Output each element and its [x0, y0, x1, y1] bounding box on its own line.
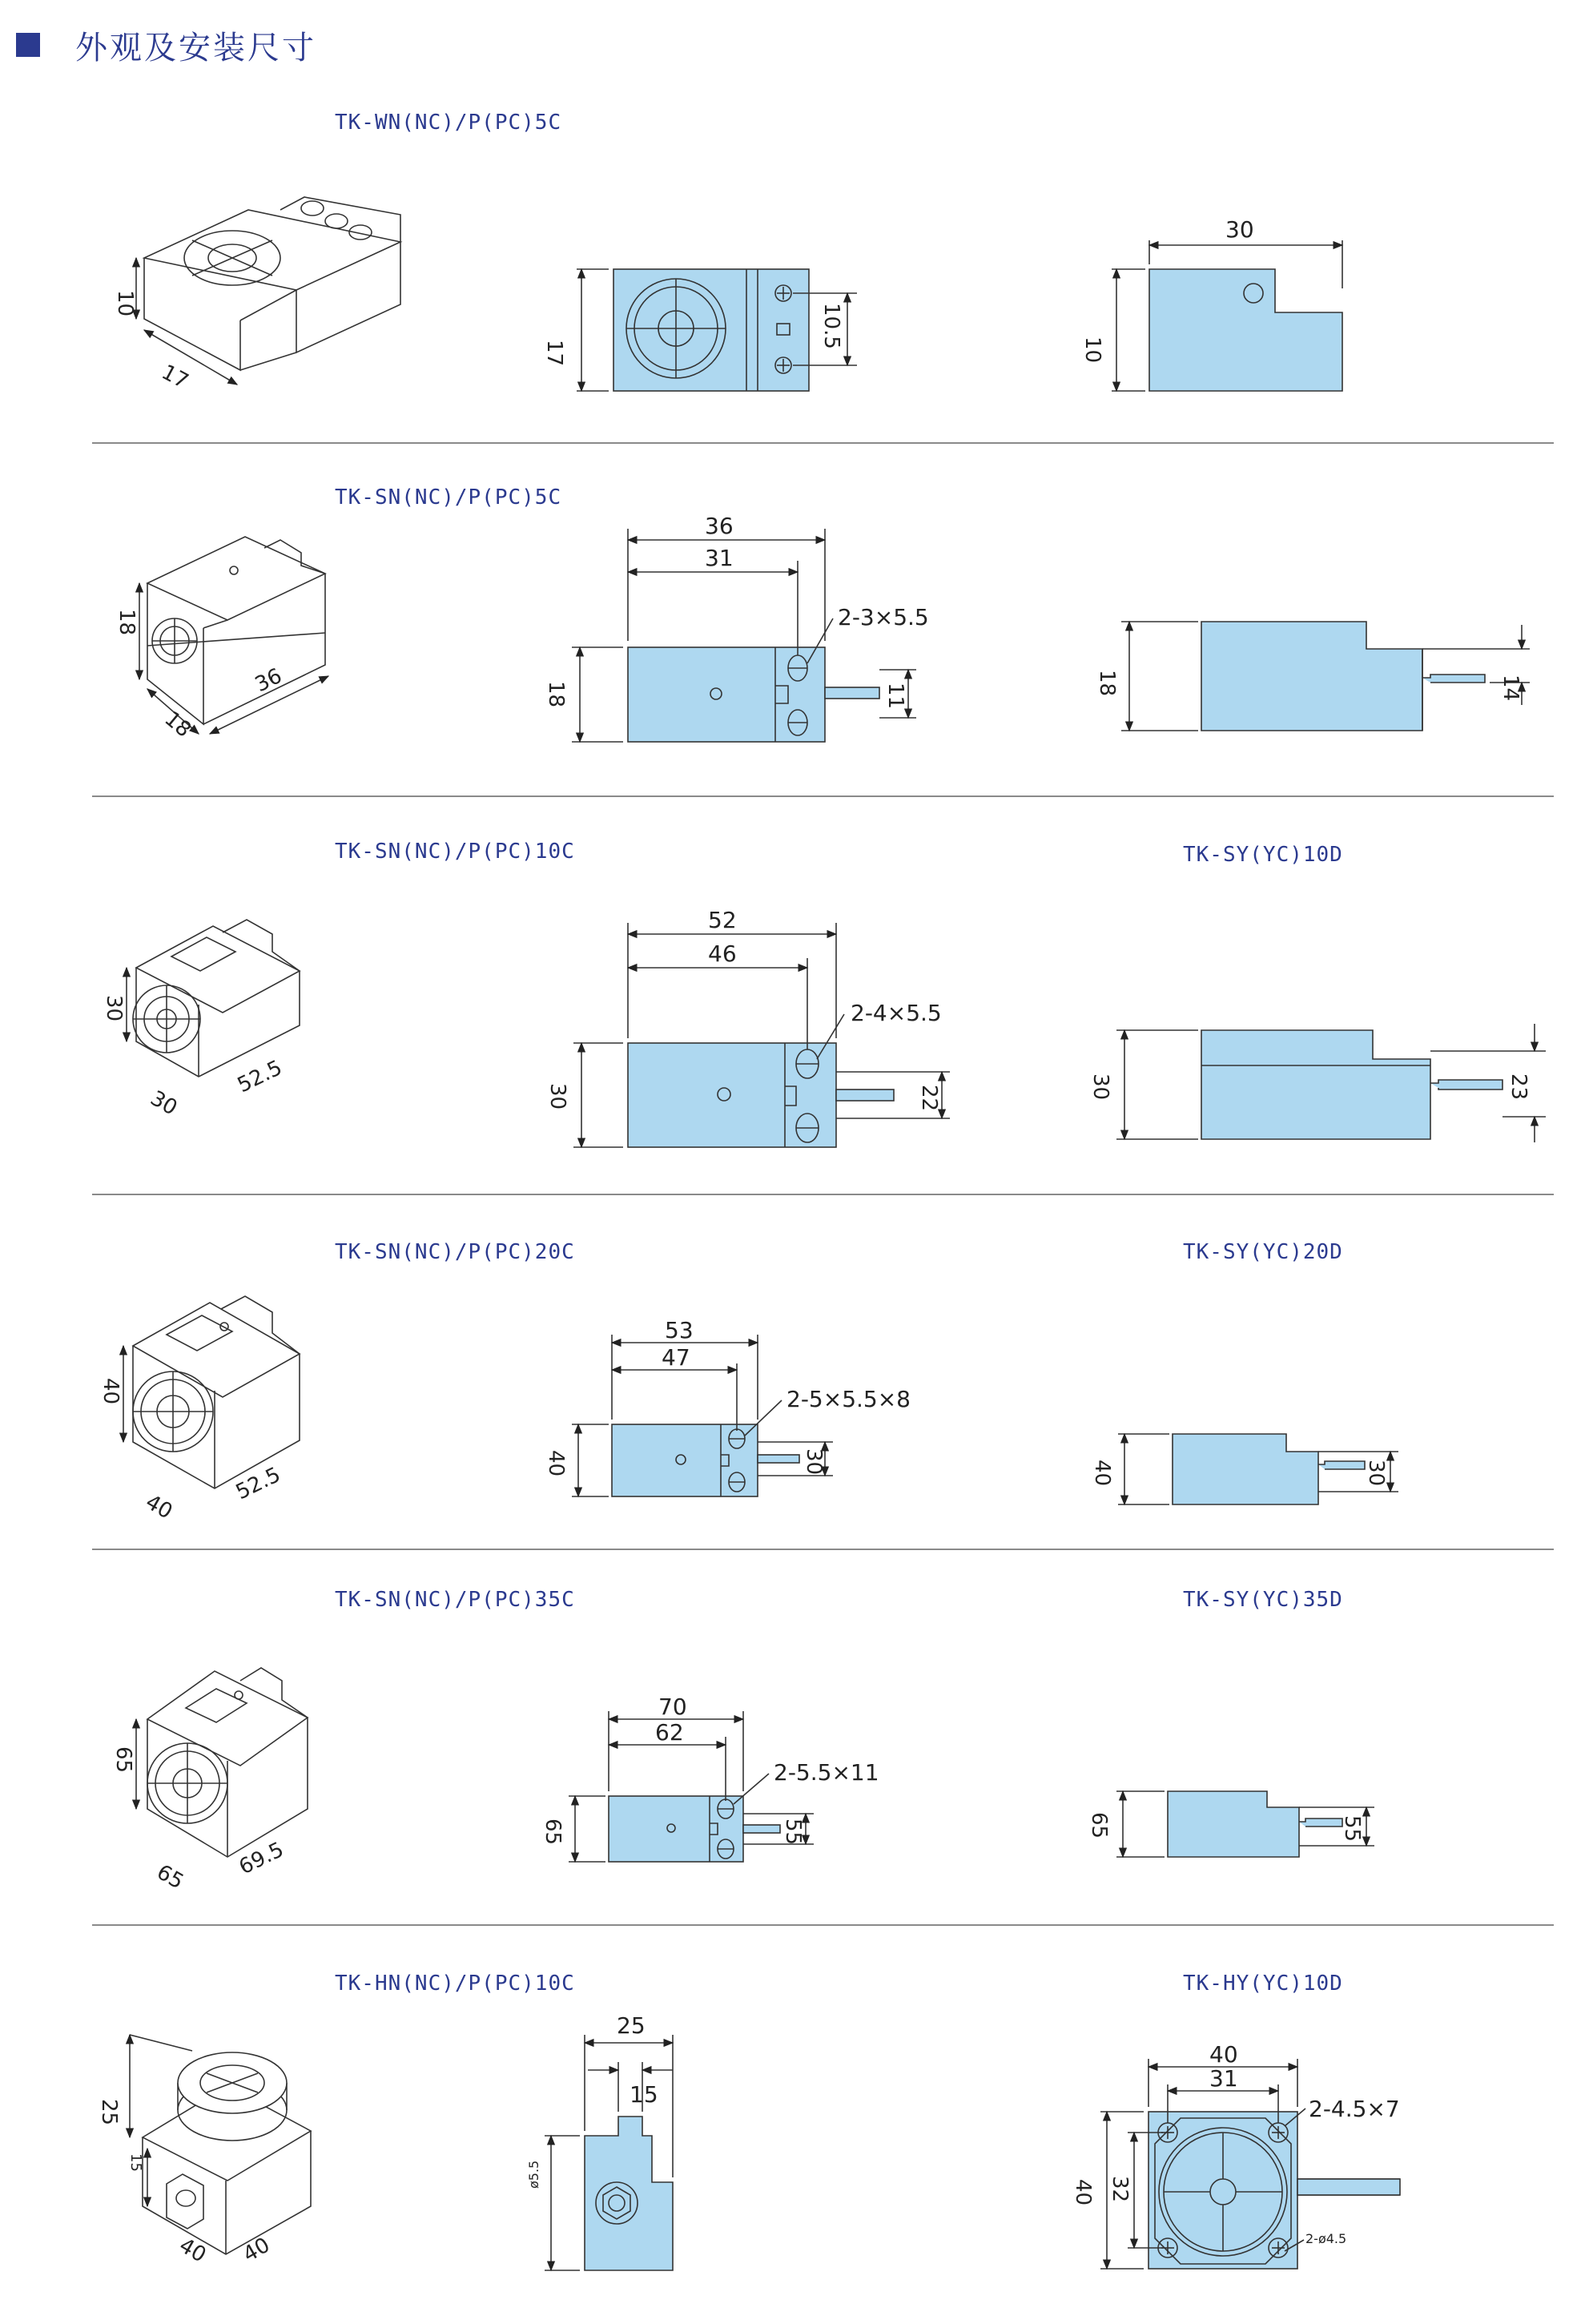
side-view-row5 [1116, 1791, 1374, 1857]
dim-row5-iso-l: 69.5 [235, 1837, 288, 1880]
model-label-row4-right: TK-SY(YC)20D [1183, 1240, 1343, 1264]
dim-row6-iso-s: 15 [127, 2153, 144, 2172]
front-view-row2 [572, 529, 916, 742]
model-label-row3-right: TK-SY(YC)10D [1183, 843, 1343, 867]
dim-row6-sq-small: 2-ø4.5 [1305, 2231, 1347, 2246]
dim-row5-top-l: 70 [658, 1694, 687, 1720]
model-label-row6-right: TK-HY(YC)10D [1183, 1972, 1343, 1996]
dim-row6-top-m: 15 [630, 2081, 658, 2108]
dim-row2-iso-d: 18 [159, 707, 196, 743]
dim-row2-top-l: 36 [705, 513, 734, 539]
dim-row6-sq-w: 40 [1209, 2041, 1238, 2068]
dim-row4-cable: 30 [802, 1448, 826, 1476]
dim-row5-cable: 55 [781, 1819, 805, 1846]
front-view-row1 [577, 269, 857, 391]
dim-row6-sq-hole: 2-4.5×7 [1309, 2096, 1400, 2122]
model-label-row3-left: TK-SN(NC)/P(PC)10C [335, 840, 575, 864]
dim-row6-top-l: 25 [617, 2012, 646, 2039]
dim-row2-hole: 2-3×5.5 [838, 604, 929, 630]
dim-row6-iso-h: 25 [97, 2099, 121, 2126]
dim-row6-sq-h: 40 [1071, 2179, 1095, 2206]
dim-row3-side-c: 23 [1507, 1073, 1531, 1101]
dim-row5-side-c: 55 [1340, 1815, 1364, 1843]
dim-row2-side-c: 14 [1498, 675, 1523, 702]
dim-row6-sq-m: 31 [1209, 2065, 1238, 2092]
dim-row5-top-m: 62 [655, 1719, 684, 1746]
dim-row3-top-l: 52 [708, 907, 737, 933]
heading-text: 外观及安装尺寸 [75, 29, 316, 66]
dim-row2-iso-h: 18 [115, 609, 139, 636]
dim-row2-top-m: 31 [705, 545, 734, 571]
dim-row2-side-h: 18 [1095, 670, 1119, 697]
dim-row1-iso-w: 17 [157, 360, 193, 394]
dim-row5-front-h: 65 [541, 1819, 565, 1846]
dim-row3-iso-h: 30 [102, 995, 126, 1022]
dim-row6-iso-w2: 40 [239, 2233, 275, 2268]
iso-view-row2 [139, 537, 328, 734]
model-label-row5-right: TK-SY(YC)35D [1183, 1588, 1343, 1612]
model-label-row5-left: TK-SN(NC)/P(PC)35C [335, 1588, 575, 1612]
model-label-row4-left: TK-SN(NC)/P(PC)20C [335, 1240, 575, 1264]
dim-row6-sq-in: 32 [1108, 2176, 1132, 2203]
front-view-row4 [572, 1335, 833, 1496]
dim-row4-front-h: 40 [544, 1450, 568, 1477]
dim-row5-side-h: 65 [1087, 1812, 1111, 1839]
dim-row1-iso-h: 10 [113, 290, 137, 317]
dim-row4-iso-h: 40 [99, 1378, 123, 1405]
model-label-row1-left: TK-WN(NC)/P(PC)5C [335, 111, 562, 135]
iso-view-row1 [136, 197, 400, 385]
side-view-row6-left [545, 2035, 673, 2270]
dim-row4-top-m: 47 [662, 1344, 690, 1371]
dim-row6-side-dia: ø5.5 [526, 2160, 541, 2189]
side-view-row1 [1112, 240, 1342, 391]
dim-row4-side-c: 30 [1364, 1460, 1388, 1487]
side-view-row2 [1121, 622, 1530, 731]
dim-row1-front-hole: 10.5 [819, 303, 843, 349]
dim-row1-front-h: 17 [542, 340, 566, 367]
dim-row4-top-l: 53 [665, 1317, 694, 1343]
dim-row2-iso-l: 36 [251, 663, 286, 698]
dim-row1-side-w: 30 [1225, 216, 1254, 243]
dim-row3-cable: 22 [917, 1085, 941, 1112]
dim-row4-iso-d: 40 [141, 1490, 177, 1524]
dim-row2-cable: 11 [883, 683, 907, 710]
iso-view-row5 [136, 1668, 308, 1857]
dim-row4-iso-l: 52.5 [231, 1462, 285, 1505]
front-view-row5 [569, 1711, 814, 1862]
dim-row3-side-h: 30 [1088, 1073, 1112, 1101]
dim-row3-iso-d: 30 [146, 1086, 182, 1121]
dim-row2-front-h: 18 [544, 681, 568, 708]
side-view-row3 [1116, 1024, 1546, 1142]
dim-row1-side-h: 10 [1080, 336, 1104, 364]
dim-row4-hole: 2-5×5.5×8 [786, 1386, 911, 1412]
front-view-row3 [573, 923, 950, 1147]
dim-row3-hole: 2-4×5.5 [851, 1000, 942, 1026]
dim-row3-top-m: 46 [708, 940, 737, 967]
iso-view-row4 [123, 1296, 300, 1488]
iso-view-row6 [130, 2035, 311, 2254]
dim-row5-hole: 2-5.5×11 [774, 1759, 879, 1786]
side-view-row4 [1118, 1434, 1398, 1504]
iso-view-row3 [127, 920, 300, 1077]
model-label-row2-left: TK-SN(NC)/P(PC)5C [335, 485, 562, 510]
model-label-row6-left: TK-HN(NC)/P(PC)10C [335, 1972, 575, 1996]
square-view-row6-right [1100, 2059, 1400, 2269]
dim-row3-front-h: 30 [545, 1083, 569, 1110]
dim-row5-iso-h: 65 [111, 1746, 135, 1774]
dim-row5-iso-d: 65 [152, 1860, 188, 1895]
dim-row6-iso-w1: 40 [175, 2233, 211, 2268]
dim-row3-iso-l: 52.5 [233, 1055, 287, 1098]
dim-row4-side-h: 40 [1090, 1460, 1114, 1487]
